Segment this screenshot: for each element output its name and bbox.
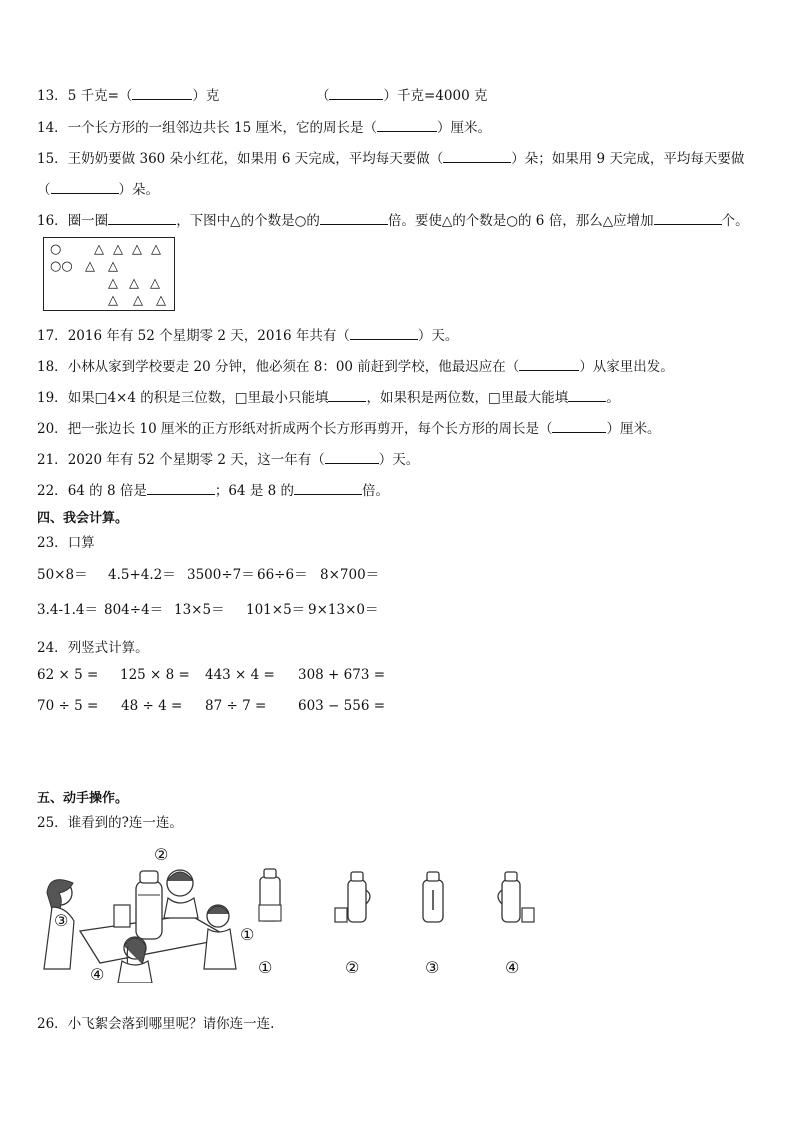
answer-blank[interactable] <box>519 358 579 371</box>
question-19: 19．如果□4×4 的积是三位数，□里最小只能填 ，如果积是两位数，□里最大能填 。 <box>37 390 620 406</box>
view-label-4: ④ <box>505 958 520 977</box>
question-26: 26．小飞絮会落到哪里呢？请你连一连. <box>37 1016 275 1032</box>
vertical-calc-row-1 <box>37 667 385 683</box>
calc-item: 4.5+4.2＝ <box>108 567 176 583</box>
question-24: 24．列竖式计算。 <box>37 640 149 656</box>
view-4-thermos <box>493 870 538 925</box>
calc-item: 66÷6＝ <box>257 567 308 583</box>
position-label-2: ② <box>154 845 169 864</box>
position-label-3: ③ <box>54 911 69 930</box>
triangle-mark: △ <box>94 242 104 257</box>
question-15: 15．王奶奶要做 360 朵小红花，如果用 6 天完成，平均每天要做（ ）朵；如果用 9 天完成，平均每天要做 <box>37 151 745 167</box>
triangle-mark: △ <box>108 276 118 291</box>
view-1-thermos <box>255 865 285 925</box>
position-label-1: ① <box>240 925 255 944</box>
calc-item: 48 ÷ 4 = <box>121 698 183 714</box>
question-18: 18．小林从家到学校要走 20 分钟，他必须在 8：00 前赶到学校，他最迟应在（ ）从家里出发。 <box>37 359 674 375</box>
calc-item: 603 − 556 = <box>298 698 386 714</box>
question-13: 13．5 千克=（ ）克 （ ）千克=4000 克 <box>37 88 488 104</box>
shape-figure <box>43 237 175 311</box>
calc-item: 101×5＝ <box>246 602 306 618</box>
triangle-mark: △ <box>129 276 139 291</box>
triangle-mark: △ <box>150 276 160 291</box>
triangle-mark: △ <box>151 242 161 257</box>
answer-blank[interactable] <box>654 212 722 225</box>
triangle-mark: △ <box>85 259 95 274</box>
view-label-1: ① <box>258 958 273 977</box>
table-scene-illustration <box>40 843 273 983</box>
answer-blank[interactable] <box>108 212 176 225</box>
answer-blank[interactable] <box>329 87 383 100</box>
question-16: 16．圈一圈 ，下图中△的个数是○的 倍。要使△的个数是○的 6 倍，那么△应增加 个。 <box>37 213 749 229</box>
question-14: 14．一个长方形的一组邻边共长 15 厘米，它的周长是（ ）厘米。 <box>37 120 491 136</box>
calc-item: 443 × 4 = <box>205 667 275 683</box>
calc-item: 62 × 5 = <box>37 667 99 683</box>
calc-item: 13×5＝ <box>174 602 225 618</box>
position-label-4: ④ <box>90 965 105 984</box>
answer-blank[interactable] <box>325 451 379 464</box>
answer-blank[interactable] <box>350 327 418 340</box>
calc-item: 50×8＝ <box>37 567 88 583</box>
view-label-2: ② <box>345 958 360 977</box>
answer-blank[interactable] <box>552 420 606 433</box>
question-20: 20．把一张边长 10 厘米的正方形纸对折成两个长方形再剪开，每个长方形的周长是（ ）厘米。 <box>37 421 661 437</box>
answer-blank[interactable] <box>443 150 511 163</box>
section-5-title: 五、动手操作。 <box>37 791 129 806</box>
triangle-mark: △ <box>133 293 143 308</box>
vertical-calc-row-2 <box>37 698 385 714</box>
question-21: 21．2020 年有 52 个星期零 2 天，这一年有（ ）天。 <box>37 452 420 468</box>
answer-blank[interactable] <box>147 482 215 495</box>
view-label-3: ③ <box>425 958 440 977</box>
view-2-thermos <box>330 870 375 925</box>
calc-item: 308 + 673 = <box>298 667 386 683</box>
triangle-mark: △ <box>156 293 166 308</box>
question-17: 17．2016 年有 52 个星期零 2 天，2016 年共有（ ）天。 <box>37 328 459 344</box>
answer-blank[interactable] <box>568 389 606 402</box>
calc-item: 125 × 8 = <box>120 667 190 683</box>
oral-calc-row-2 <box>37 598 378 618</box>
triangle-mark: △ <box>132 242 142 257</box>
section-4-title: 四、我会计算。 <box>37 511 129 526</box>
triangle-mark: △ <box>108 259 118 274</box>
answer-blank[interactable] <box>328 389 366 402</box>
triangle-mark: △ <box>108 293 118 308</box>
calc-item: 3.4-1.4＝ <box>37 602 99 618</box>
calc-item: 3500÷7＝ <box>187 567 255 583</box>
calc-item: 70 ÷ 5 = <box>37 698 99 714</box>
answer-blank[interactable] <box>320 212 388 225</box>
calc-item: 9×13×0＝ <box>308 602 379 618</box>
answer-blank[interactable] <box>377 119 437 132</box>
question-15-line2: （ ）朵。 <box>37 182 159 198</box>
calc-item: 804÷4＝ <box>104 602 164 618</box>
oral-calc-row-1 <box>37 563 379 583</box>
answer-blank[interactable] <box>294 482 362 495</box>
question-22: 22．64 的 8 倍是 ；64 是 8 的 倍。 <box>37 483 389 499</box>
circle-mark: ○ <box>50 242 62 257</box>
answer-blank[interactable] <box>51 181 119 194</box>
triangle-mark: △ <box>113 242 123 257</box>
calc-item: 8×700＝ <box>320 567 380 583</box>
circle-mark: ○○ <box>50 259 73 274</box>
calc-item: 87 ÷ 7 = <box>205 698 267 714</box>
view-3-thermos <box>418 868 448 926</box>
question-25: 25．谁看到的?连一连。 <box>37 815 183 831</box>
question-23: 23．口算 <box>37 535 95 551</box>
answer-blank[interactable] <box>132 87 192 100</box>
